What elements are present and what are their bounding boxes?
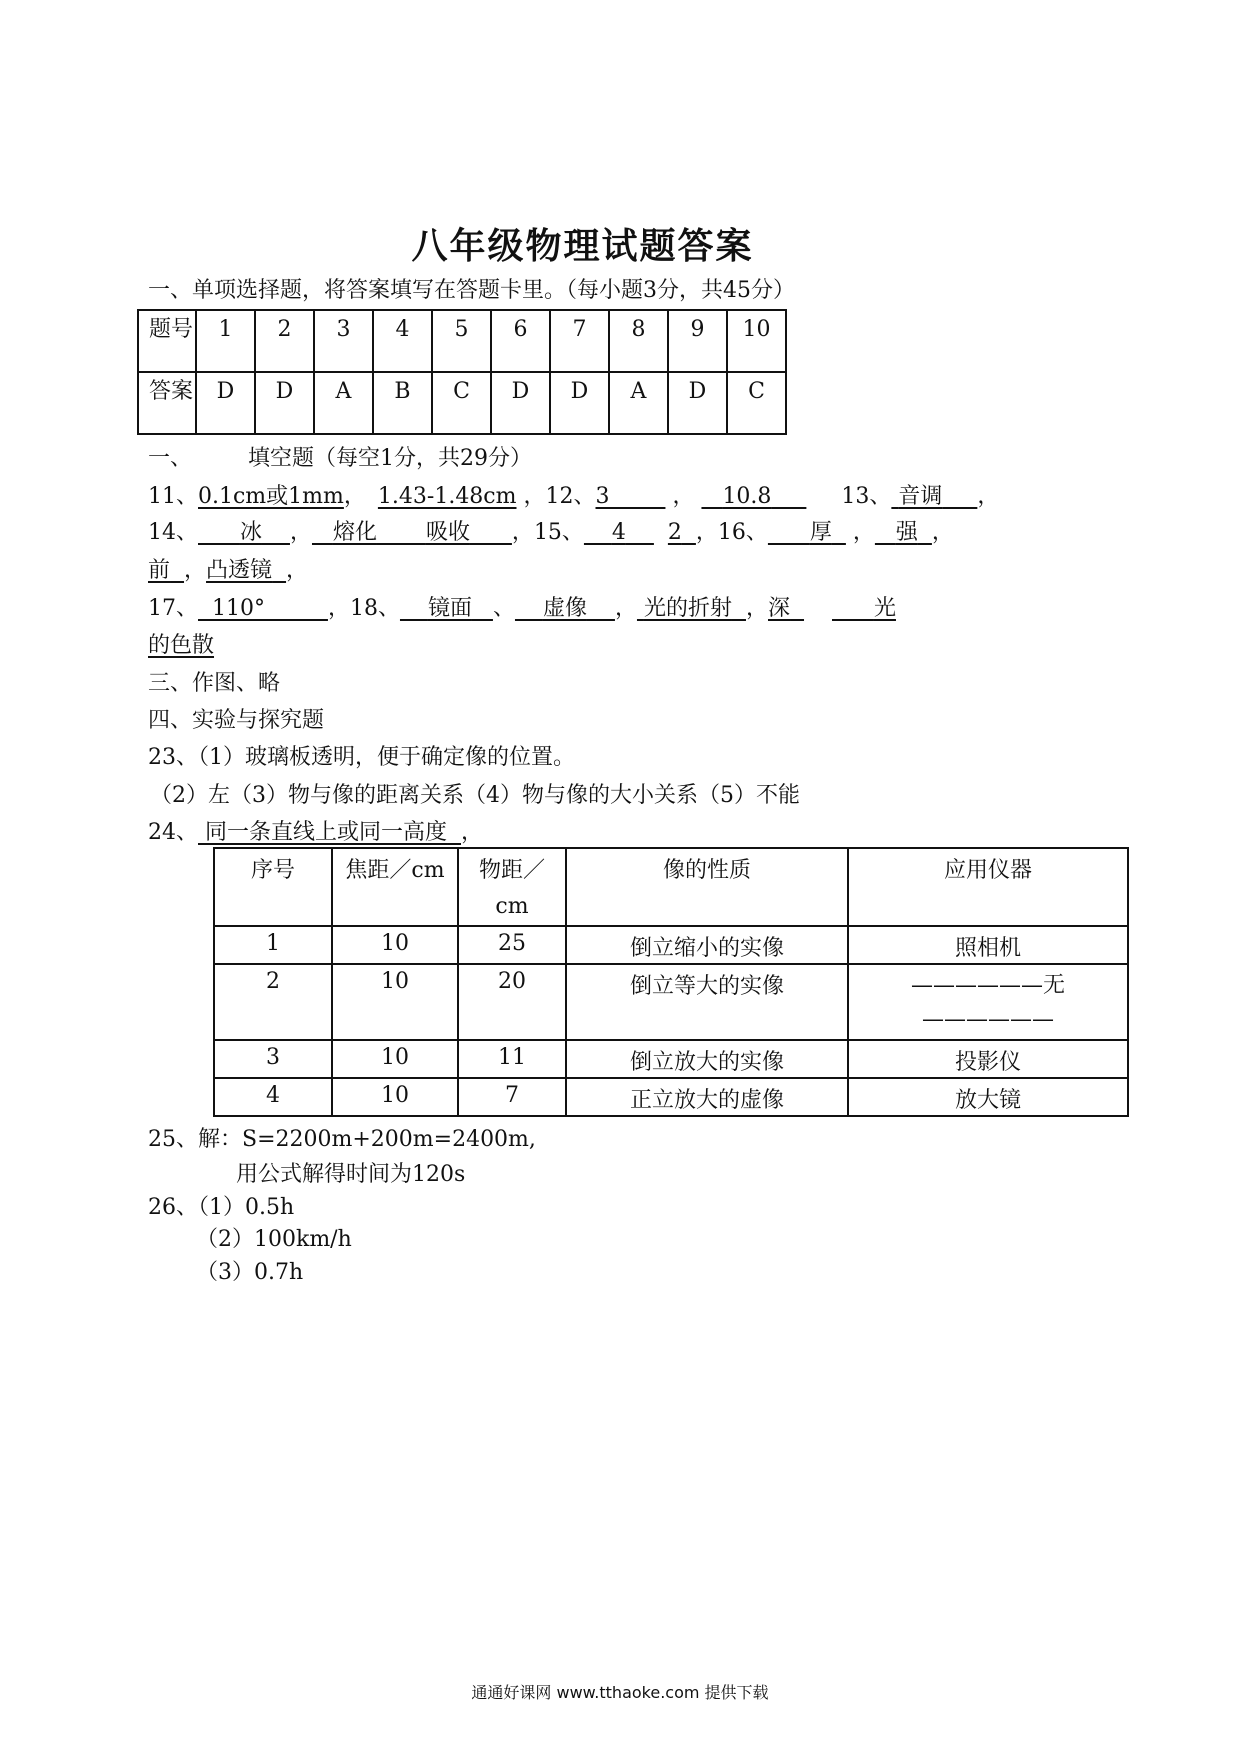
table-cell: 10 (332, 926, 458, 964)
table-row (214, 964, 1128, 1040)
table-row (214, 1078, 1128, 1116)
q14-answer-b: 熔化 (332, 520, 377, 545)
table-cell: 4 (214, 1078, 332, 1116)
table-cell: 正立放大的虚像 (566, 1078, 848, 1116)
table-cell: 3 (214, 1040, 332, 1078)
table-cell: 10 (332, 1040, 458, 1078)
answer-cell: D (255, 372, 314, 434)
answer-number: 9 (668, 310, 727, 372)
table-header: 应用仪器 (848, 848, 1128, 926)
table-cell: 7 (458, 1078, 566, 1116)
table-cell: 照相机 (848, 926, 1128, 964)
answer-cell: D (196, 372, 255, 434)
q14-16-line: 14、 冰 ， 熔化 吸收 ，15、 4 2 ，16、 厚 ， 强 ， (148, 520, 954, 545)
answer-number: 7 (550, 310, 609, 372)
q26-line2: （2）100km/h (196, 1227, 352, 1252)
q15-answer-a: 4 (611, 520, 626, 545)
q18-answer-e: 光 (873, 596, 896, 621)
table-cell: 25 (458, 926, 566, 964)
q17-answer-a: 110° (212, 596, 265, 621)
section3-heading: 三、作图、略 (148, 671, 281, 696)
table-cell: 11 (458, 1040, 566, 1078)
answer-cell: D (491, 372, 550, 434)
table-header: 像的性质 (566, 848, 848, 926)
q12-answer-b: 10.8 (722, 484, 772, 509)
q25-line2: 用公式解得时间为120s (236, 1162, 466, 1187)
footer-credit: 通通好课网 www.tthaoke.com 提供下载 (471, 1683, 769, 1702)
table-row (138, 372, 786, 434)
q11-answer-b: 1.43-1.48cm (377, 484, 517, 509)
q14-answer-a: 冰 (239, 520, 262, 545)
answer-cell: D (550, 372, 609, 434)
q16-answer-a: 厚 (809, 520, 832, 545)
section2-heading: 一、 填空题（每空1分，共29分） (148, 446, 533, 471)
table-cell: 20 (458, 964, 566, 1040)
q16-answer-b: 强 (895, 520, 918, 545)
answer-number: 8 (609, 310, 668, 372)
table-cell: 1 (214, 926, 332, 964)
q18-answer-a: 镜面 (427, 596, 472, 621)
section4-heading: 四、实验与探究题 (148, 708, 325, 733)
table-header: 焦距／cm (332, 848, 458, 926)
q13-answer-a: 音调 (898, 484, 943, 509)
answer-number: 10 (727, 310, 786, 372)
answer-number: 4 (373, 310, 432, 372)
row-header-number: 题号 (138, 310, 196, 372)
table-row (138, 310, 786, 372)
table-header: 序号 (214, 848, 332, 926)
q25-line1: 25、解：S=2200m+200m=2400m, (148, 1127, 536, 1152)
table-cell: 放大镜 (848, 1078, 1128, 1116)
row-header-answer: 答案 (138, 372, 196, 434)
answer-number: 5 (432, 310, 491, 372)
answer-cell: A (314, 372, 373, 434)
answer-number: 6 (491, 310, 550, 372)
q26-line3: （3）0.7h (196, 1260, 304, 1285)
page-title: 八年级物理试题答案 (411, 226, 754, 267)
q11-13-line: 11、0.1cm或1mm， 1.43-1.48cm ，12、3 ， 10.8 13、 音调 ， (148, 484, 1000, 509)
table-cell: 倒立缩小的实像 (566, 926, 848, 964)
table-row (214, 926, 1128, 964)
table-cell: 2 (214, 964, 332, 1040)
q18-answer-d: 深 (768, 596, 791, 621)
q26-line1: 26、（1）0.5h (148, 1195, 295, 1220)
answer-number: 1 (196, 310, 255, 372)
q12-answer-a: 3 (595, 484, 610, 509)
lens-table (213, 847, 1129, 1117)
table-cell: 10 (332, 964, 458, 1040)
answer-cell: A (609, 372, 668, 434)
answer-cell: B (373, 372, 432, 434)
q23-line2: （2）左（3）物与像的距离关系（4）物与像的大小关系（5）不能 (150, 783, 800, 808)
table-cell: ——————无 —————— (848, 964, 1128, 1040)
q23-line1: 23、（1）玻璃板透明，便于确定像的位置。 (148, 745, 575, 770)
answer-cell: C (432, 372, 491, 434)
q18-answer-b: 虚像 (542, 596, 587, 621)
q14-answer-c: 吸收 (425, 520, 470, 545)
answer-cell: C (727, 372, 786, 434)
answer-table (137, 309, 787, 435)
table-cell: 倒立放大的实像 (566, 1040, 848, 1078)
table-cell: 投影仪 (848, 1040, 1128, 1078)
q16-cont-line: 前 ，凸透镜 ， (148, 558, 309, 583)
answer-number: 2 (255, 310, 314, 372)
q16-answer-d: 凸透镜 (206, 558, 273, 583)
q16-answer-c: 前 (148, 558, 171, 583)
q17-18-line: 17、 110° ，18、 镜面 、 虚像 ， 光的折射 ，深 光 (148, 596, 896, 621)
q11-answer-a: 0.1cm或1mm (198, 484, 344, 509)
q24-line: 24、 同一条直线上或同一高度 ， (148, 820, 484, 845)
answer-cell: D (668, 372, 727, 434)
table-cell: 10 (332, 1078, 458, 1116)
q15-answer-b: 2 (667, 520, 682, 545)
answer-number: 3 (314, 310, 373, 372)
table-row (214, 1040, 1128, 1078)
table-row (214, 848, 1128, 926)
q24-answer-a: 同一条直线上或同一高度 (205, 820, 448, 845)
q18-answer-c: 光的折射 (643, 596, 732, 621)
table-header: 物距／ cm (458, 848, 566, 926)
q18-answer-e-cont: 的色散 (148, 633, 215, 658)
q18-cont-line (148, 631, 214, 661)
table-cell: 倒立等大的实像 (566, 964, 848, 1040)
section1-heading: 一、单项选择题，将答案填写在答题卡里。（每小题3分，共45分） (148, 278, 795, 303)
